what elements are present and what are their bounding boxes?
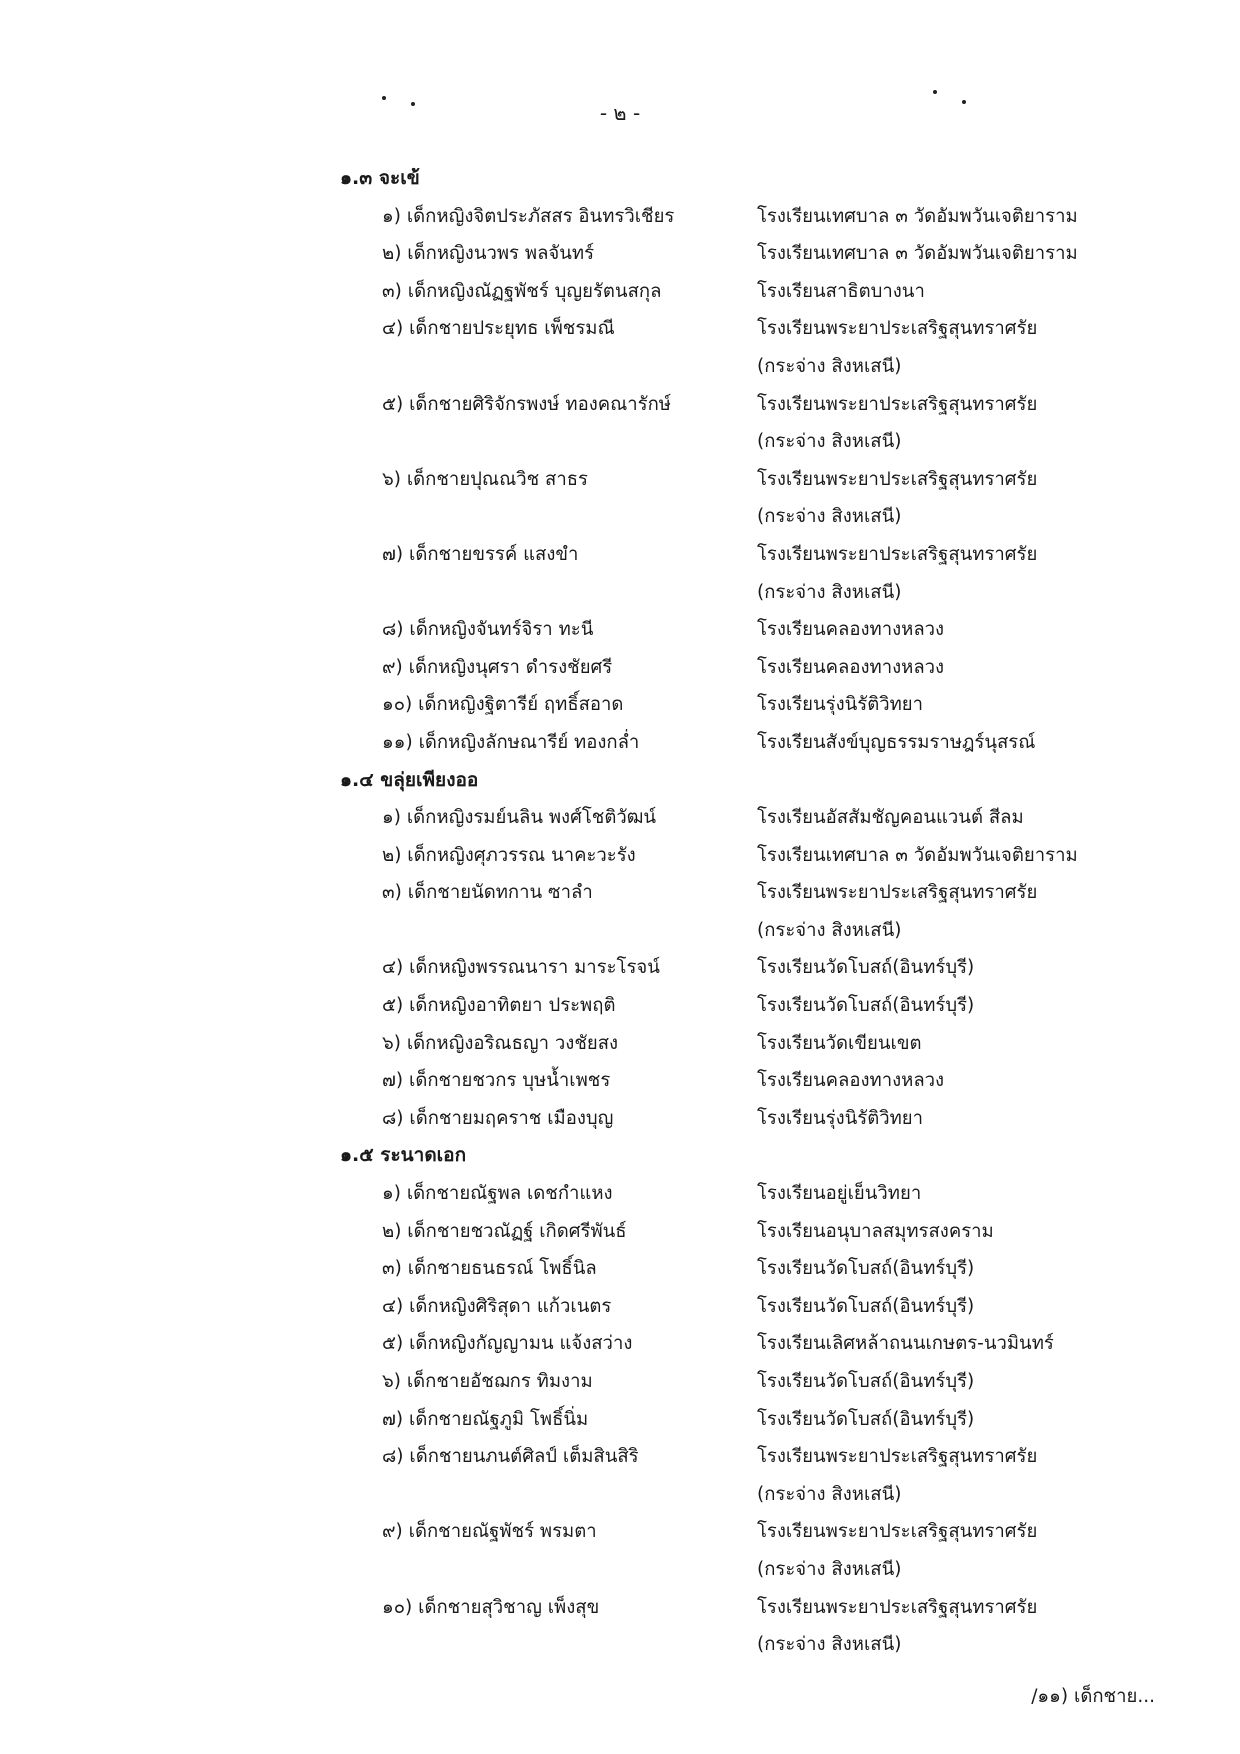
student-name: ๓) เด็กหญิงณัฏฐพัชร์ บุญยรัตนสกุล — [382, 280, 662, 302]
list-item — [340, 1513, 1210, 1588]
list-item — [340, 1401, 1210, 1439]
student-name: ๔) เด็กหญิงพรรณนารา มาระโรจน์ — [382, 957, 660, 979]
list-item — [340, 799, 1210, 837]
list-item — [340, 987, 1210, 1025]
school-name — [757, 1288, 1210, 1326]
list-item — [340, 649, 1210, 687]
school-name — [757, 1175, 1210, 1213]
section — [340, 1137, 1210, 1663]
section-title: ๑.๔ ขลุ่ยเพียงออ — [340, 768, 479, 791]
scan-speck-mark — [933, 90, 937, 94]
student-name: ๒) เด็กชายชวณัฏฐ์ เกิดศรีพันธ์ — [382, 1220, 627, 1242]
student-name: ๒) เด็กหญิงนวพร พลจันทร์ — [382, 243, 595, 265]
school-name-line: โรงเรียนวัดโบสถ์(อินทร์บุรี) — [757, 957, 975, 979]
section-title: ๑.๓ จะเข้ — [340, 167, 420, 189]
school-name — [757, 837, 1210, 875]
school-name — [757, 536, 1210, 611]
school-name-line: โรงเรียนพระยาประเสริฐสุนทราศรัย — [757, 1446, 1038, 1468]
school-name — [757, 724, 1210, 762]
school-name-line: (กระจ่าง สิงหเสนี) — [757, 1558, 902, 1580]
scan-speck-mark — [411, 102, 415, 106]
page-number: - ๒ - — [599, 101, 641, 125]
school-name — [757, 987, 1210, 1025]
student-name: ๙) เด็กชายณัฐพัชร์ พรมตา — [382, 1521, 597, 1543]
list-item — [340, 837, 1210, 875]
school-name-line: โรงเรียนพระยาประเสริฐสุนทราศรัย — [757, 318, 1038, 340]
student-name: ๓) เด็กชายนัดทกาน ซาลำ — [382, 882, 593, 904]
student-name: ๑) เด็กชายณัฐพล เดชกำแหง — [382, 1183, 613, 1205]
school-name — [757, 611, 1210, 649]
student-name: ๘) เด็กชายนภนต์ศิลป์ เต็มสินสิริ — [382, 1446, 639, 1468]
list-item — [340, 1213, 1210, 1251]
school-name — [757, 649, 1210, 687]
school-name — [757, 874, 1210, 949]
school-name — [757, 1363, 1210, 1401]
school-name — [757, 949, 1210, 987]
school-name — [757, 310, 1210, 385]
list-item — [340, 1589, 1210, 1664]
list-item — [340, 1175, 1210, 1213]
school-name — [757, 1325, 1210, 1363]
school-name-line: (กระจ่าง สิงหเสนี) — [757, 431, 902, 453]
school-name-line: โรงเรียนคลองทางหลวง — [757, 619, 945, 641]
list-item — [340, 235, 1210, 273]
school-name-line: โรงเรียนเทศบาล ๓ วัดอัมพวันเจติยาราม — [757, 243, 1078, 265]
student-name: ๗) เด็กชายณัฐภูมิ โพธิ์นิ่ม — [382, 1408, 589, 1430]
school-name-line: โรงเรียนพระยาประเสริฐสุนทราศรัย — [757, 393, 1038, 415]
list-item — [340, 461, 1210, 536]
student-name: ๔) เด็กหญิงศิริสุดา แก้วเนตร — [382, 1295, 612, 1317]
school-name — [757, 273, 1210, 311]
student-name: ๑) เด็กหญิงจิตประภัสสร อินทรวิเชียร — [382, 205, 675, 227]
list-item — [340, 724, 1210, 762]
list-item — [340, 386, 1210, 461]
student-name: ๖) เด็กชายอัชฌกร ทิมงาม — [382, 1371, 593, 1392]
school-name-line: โรงเรียนเทศบาล ๓ วัดอัมพวันเจติยาราม — [757, 205, 1078, 227]
school-name-line: (กระจ่าง สิงหเสนี) — [757, 506, 902, 528]
student-name: ๗) เด็กชายขรรค์ แสงขำ — [382, 543, 579, 565]
school-name — [757, 1062, 1210, 1100]
list-item — [340, 1325, 1210, 1363]
school-name — [757, 235, 1210, 273]
school-name-line: (กระจ่าง สิงหเสนี) — [757, 581, 902, 603]
student-name: ๔) เด็กชายประยุทธ เพ็ชรมณี — [382, 318, 615, 340]
list-item — [340, 310, 1210, 385]
school-name-line: โรงเรียนอนุบาลสมุทรสงคราม — [757, 1220, 994, 1242]
list-item — [340, 198, 1210, 236]
section — [340, 160, 1210, 762]
school-name — [757, 461, 1210, 536]
school-name-line: โรงเรียนวัดโบสถ์(อินทร์บุรี) — [757, 1371, 975, 1392]
school-name — [757, 1513, 1210, 1588]
school-name — [757, 1250, 1210, 1288]
student-name: ๕) เด็กชายศิริจักรพงษ์ ทองคณารักษ์ — [382, 393, 671, 415]
continuation-note: /๑๑) เด็กชาย... — [1031, 1686, 1155, 1707]
school-name-line: โรงเรียนวัดโบสถ์(อินทร์บุรี) — [757, 995, 975, 1017]
school-name — [757, 1025, 1210, 1063]
school-name-line: โรงเรียนวัดโบสถ์(อินทร์บุรี) — [757, 1295, 975, 1317]
list-item — [340, 1363, 1210, 1401]
school-name-line: (กระจ่าง สิงหเสนี) — [757, 355, 902, 377]
school-name-line: โรงเรียนเลิศหล้าถนนเกษตร-นวมินทร์ — [757, 1333, 1054, 1355]
list-item — [340, 1062, 1210, 1100]
student-name: ๘) เด็กชายมฤคราช เมืองบุญ — [382, 1107, 614, 1129]
school-name-line: โรงเรียนพระยาประเสริฐสุนทราศรัย — [757, 1521, 1038, 1543]
school-name-line: โรงเรียนรุ่งนิรัติวิทยา — [757, 1107, 924, 1129]
school-name-line: โรงเรียนวัดโบสถ์(อินทร์บุรี) — [757, 1408, 975, 1430]
student-name: ๑๐) เด็กหญิงฐิตารีย์ ฤทธิ์สอาด — [382, 694, 624, 716]
list-item — [340, 273, 1210, 311]
school-name-line: โรงเรียนอยู่เย็นวิทยา — [757, 1183, 922, 1205]
student-name: ๖) เด็กชายปุณณวิช สาธร — [382, 468, 588, 490]
student-name: ๓) เด็กชายธนธรณ์ โพธิ์นิล — [382, 1258, 597, 1280]
school-name-line: (กระจ่าง สิงหเสนี) — [757, 919, 902, 941]
student-name: ๒) เด็กหญิงศุภวรรณ นาคะวะรัง — [382, 844, 636, 866]
section — [340, 762, 1210, 1138]
school-name-line: (กระจ่าง สิงหเสนี) — [757, 1634, 902, 1656]
school-name — [757, 386, 1210, 461]
school-name — [757, 1438, 1210, 1513]
list-item — [340, 1025, 1210, 1063]
school-name-line: โรงเรียนพระยาประเสริฐสุนทราศรัย — [757, 468, 1038, 490]
list-item — [340, 536, 1210, 611]
section-title: ๑.๕ ระนาดเอก — [340, 1144, 467, 1167]
list-item — [340, 874, 1210, 949]
school-name-line: โรงเรียนคลองทางหลวง — [757, 1070, 945, 1092]
school-name-line: โรงเรียนสาธิตบางนา — [757, 280, 925, 302]
scan-speck-mark — [962, 100, 966, 104]
student-name: ๗) เด็กชายชวกร บุษน้ำเพชร — [382, 1070, 611, 1092]
school-name-line: โรงเรียนอัสสัมชัญคอนแวนต์ สีลม — [757, 807, 1024, 829]
school-name — [757, 1213, 1210, 1251]
student-name: ๖) เด็กหญิงอริณธญา วงชัยสง — [382, 1032, 619, 1054]
list-item — [340, 611, 1210, 649]
school-name-line: โรงเรียนพระยาประเสริฐสุนทราศรัย — [757, 543, 1038, 565]
list-item — [340, 1288, 1210, 1326]
student-name: ๑๑) เด็กหญิงลักษณารีย์ ทองกล่ำ — [382, 731, 640, 753]
school-name-line: โรงเรียนพระยาประเสริฐสุนทราศรัย — [757, 882, 1038, 904]
school-name-line: โรงเรียนรุ่งนิรัติวิทยา — [757, 694, 924, 716]
scan-speck-mark — [382, 96, 386, 100]
list-item — [340, 686, 1210, 724]
school-name-line: โรงเรียนวัดโบสถ์(อินทร์บุรี) — [757, 1258, 975, 1280]
school-name — [757, 799, 1210, 837]
school-name-line: โรงเรียนคลองทางหลวง — [757, 656, 945, 678]
list-item — [340, 949, 1210, 987]
award-list — [340, 160, 1210, 1664]
school-name — [757, 1401, 1210, 1439]
school-name — [757, 686, 1210, 724]
school-name-line: โรงเรียนพระยาประเสริฐสุนทราศรัย — [757, 1596, 1038, 1618]
school-name-line: (กระจ่าง สิงหเสนี) — [757, 1483, 902, 1505]
student-name: ๑๐) เด็กชายสุวิชาญ เพ็งสุข — [382, 1596, 600, 1618]
student-name: ๕) เด็กหญิงอาทิตยา ประพฤติ — [382, 995, 616, 1017]
list-item — [340, 1438, 1210, 1513]
school-name-line: โรงเรียนสังข์บุญธรรมราษฎร์นุสรณ์ — [757, 731, 1036, 753]
school-name-line: โรงเรียนเทศบาล ๓ วัดอัมพวันเจติยาราม — [757, 844, 1078, 866]
list-item — [340, 1100, 1210, 1138]
school-name — [757, 1100, 1210, 1138]
student-name: ๕) เด็กหญิงกัญญามน แจ้งสว่าง — [382, 1333, 633, 1355]
list-item — [340, 1250, 1210, 1288]
student-name: ๙) เด็กหญิงนุศรา ดำรงชัยศรี — [382, 656, 613, 678]
student-name: ๘) เด็กหญิงจันทร์จิรา ทะนี — [382, 619, 594, 641]
school-name-line: โรงเรียนวัดเขียนเขต — [757, 1032, 922, 1054]
school-name — [757, 1589, 1210, 1664]
student-name: ๑) เด็กหญิงรมย์นลิน พงศ์โชติวัฒน์ — [382, 807, 657, 829]
school-name — [757, 198, 1210, 236]
